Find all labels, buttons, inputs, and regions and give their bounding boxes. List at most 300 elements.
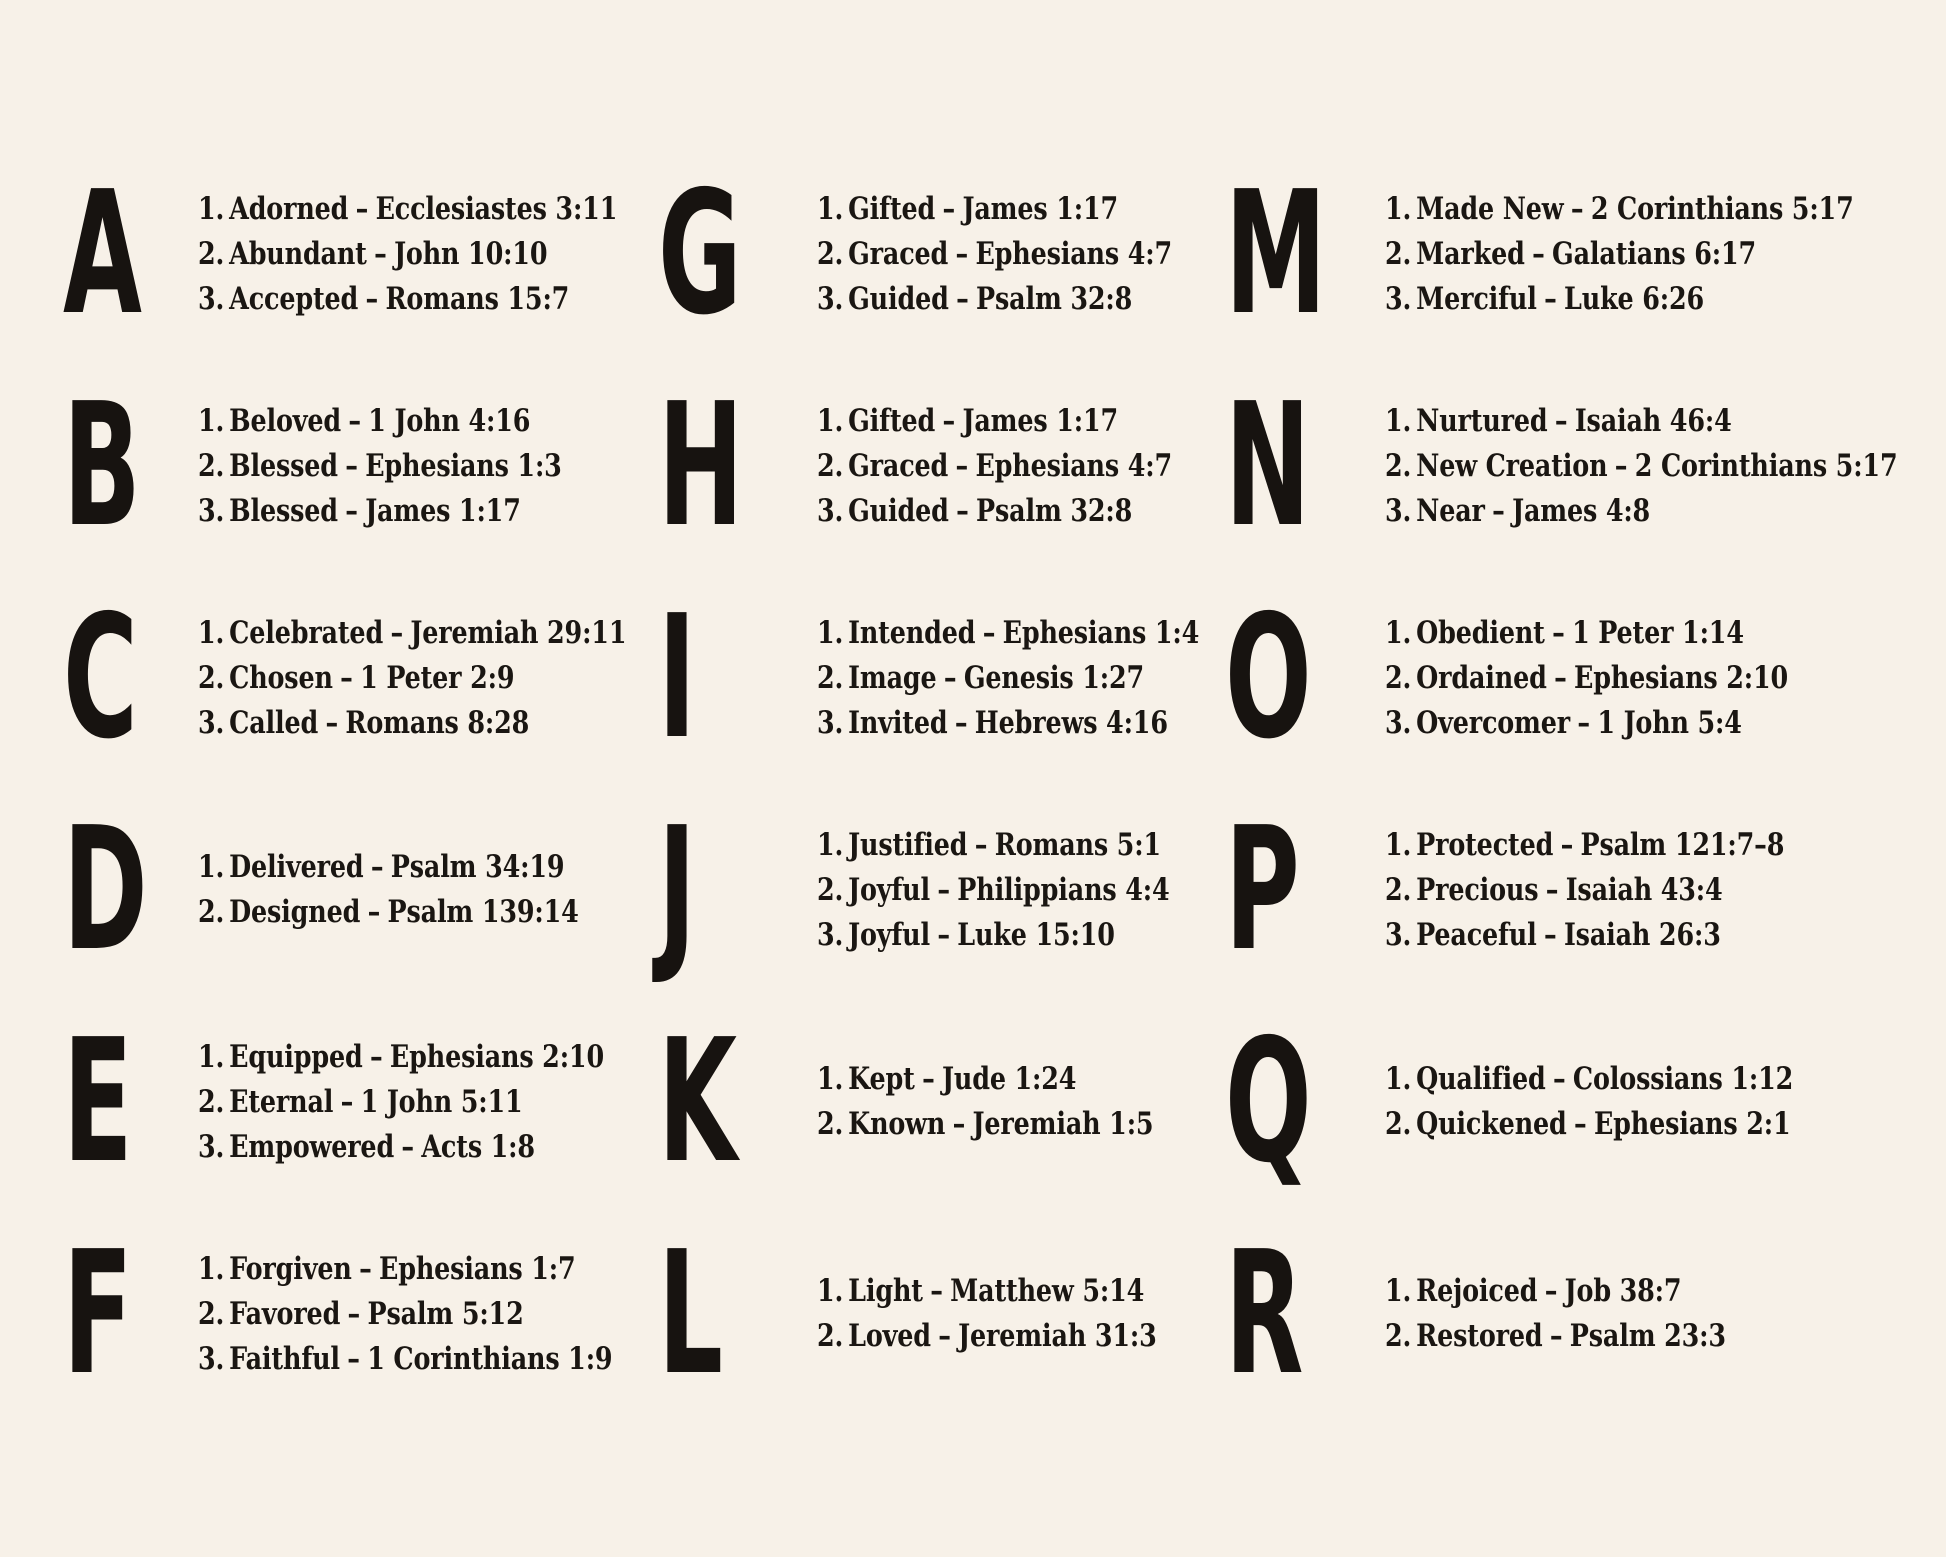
- section-o: [1215, 572, 1931, 784]
- list-item: [817, 187, 1143, 232]
- item-dash: –: [1570, 190, 1584, 227]
- list-item: [198, 1247, 576, 1292]
- item-dash: –: [1544, 280, 1557, 317]
- list-item: [198, 701, 560, 746]
- item-dash: –: [369, 1038, 383, 1075]
- item-number: 2.: [1385, 235, 1412, 272]
- item-word: Abundant: [229, 235, 367, 272]
- item-dash: –: [345, 492, 358, 529]
- item-word: Favored: [229, 1295, 341, 1332]
- item-word: New Creation: [1416, 447, 1608, 484]
- item-word: Marked: [1416, 235, 1525, 272]
- item-number: 1.: [1385, 1273, 1412, 1309]
- item-reference: Colossians 1:12: [1572, 1061, 1794, 1097]
- section-letter: M: [1225, 155, 1327, 353]
- list-item: [817, 701, 1168, 746]
- item-dash: –: [942, 402, 956, 439]
- list-item: [817, 913, 1143, 958]
- section-letter: H: [658, 367, 744, 565]
- item-word: Blessed: [229, 492, 338, 529]
- item-word: Justified: [848, 826, 968, 863]
- section-letter: A: [63, 155, 142, 353]
- letter-box: [640, 1215, 817, 1413]
- item-reference: Romans 15:7: [385, 280, 570, 317]
- item-number: 1.: [817, 402, 844, 439]
- list-item: [1385, 1102, 1793, 1147]
- letter-box: [640, 367, 817, 565]
- item-dash: –: [401, 1128, 414, 1165]
- item-word: Adorned: [229, 190, 349, 227]
- item-number: 1.: [817, 1273, 844, 1309]
- item-number: 3.: [198, 1128, 225, 1165]
- item-dash: –: [937, 916, 950, 953]
- item-number: 1.: [198, 402, 225, 439]
- item-reference: Jeremiah 31:3: [958, 1318, 1157, 1354]
- item-word: Beloved: [229, 402, 341, 439]
- item-word: Called: [229, 704, 319, 741]
- list-item: [817, 399, 1143, 444]
- item-reference: Psalm 121:7–8: [1580, 826, 1785, 863]
- item-word: Equipped: [229, 1038, 363, 1075]
- section-items: [1385, 823, 1784, 958]
- item-reference: James 1:17: [365, 492, 521, 529]
- item-number: 3.: [817, 916, 844, 953]
- section-letter: R: [1225, 1215, 1304, 1413]
- item-dash: –: [1552, 1061, 1566, 1097]
- item-word: Near: [1416, 492, 1485, 529]
- section-items: [817, 823, 1170, 958]
- item-number: 1.: [817, 826, 844, 863]
- item-dash: –: [974, 826, 988, 863]
- list-item: [1385, 913, 1784, 958]
- list-item: [817, 277, 1143, 322]
- item-reference: Jude 1:24: [942, 1061, 1077, 1097]
- item-word: Restored: [1416, 1318, 1543, 1354]
- item-reference: Ephesians 1:3: [365, 447, 562, 484]
- item-dash: –: [340, 659, 353, 696]
- item-dash: –: [982, 614, 996, 651]
- section-items: [1385, 611, 1788, 746]
- item-dash: –: [347, 1295, 361, 1332]
- section-d: [55, 784, 640, 996]
- item-number: 1.: [1385, 826, 1412, 863]
- section-items: [198, 845, 579, 935]
- item-number: 3.: [1385, 916, 1412, 953]
- item-dash: –: [1554, 402, 1568, 439]
- item-word: Rejoiced: [1416, 1273, 1538, 1309]
- item-number: 1.: [817, 614, 844, 651]
- item-reference: Luke 6:26: [1564, 280, 1705, 317]
- list-item: [1385, 823, 1784, 868]
- letter-box: [640, 1003, 817, 1201]
- list-item: [1385, 232, 1833, 277]
- item-reference: Ephesians 1:7: [379, 1250, 576, 1287]
- item-word: Protected: [1416, 826, 1554, 863]
- item-reference: Isaiah 43:4: [1565, 871, 1723, 908]
- section-items: [817, 1269, 1157, 1359]
- item-number: 1.: [198, 1250, 225, 1287]
- item-dash: –: [367, 894, 381, 930]
- section-items: [198, 187, 618, 322]
- item-word: Gifted: [848, 190, 936, 227]
- list-item: [817, 1314, 1157, 1359]
- item-dash: –: [370, 849, 384, 885]
- item-dash: –: [922, 1061, 935, 1097]
- letter-box: [1215, 1003, 1385, 1201]
- list-item: [1385, 611, 1788, 656]
- list-item: [1385, 444, 1898, 489]
- item-dash: –: [955, 235, 969, 272]
- item-number: 1.: [1385, 614, 1412, 651]
- letter-box: [640, 579, 817, 777]
- list-item: [198, 277, 570, 322]
- section-m: [1215, 148, 1931, 360]
- section-letter: E: [63, 1003, 133, 1201]
- item-word: Ordained: [1416, 659, 1547, 696]
- letter-box: [55, 791, 198, 989]
- item-reference: Job 38:7: [1564, 1273, 1682, 1309]
- section-letter: C: [63, 579, 138, 777]
- item-reference: Ecclesiastes 3:11: [375, 190, 618, 227]
- section-letter: O: [1225, 579, 1312, 777]
- section-letter: J: [658, 791, 696, 989]
- list-item: [198, 444, 560, 489]
- item-word: Gifted: [848, 402, 936, 439]
- section-n: [1215, 360, 1931, 572]
- item-reference: Ephesians 2:10: [389, 1038, 604, 1075]
- item-reference: Matthew 5:14: [950, 1273, 1145, 1309]
- item-word: Empowered: [229, 1128, 395, 1165]
- letter-box: [55, 1215, 198, 1413]
- section-k: [640, 996, 1215, 1208]
- item-reference: 1 Peter 1:14: [1572, 614, 1744, 651]
- item-reference: James 4:8: [1512, 492, 1651, 529]
- section-e: [55, 996, 640, 1208]
- section-l: [640, 1208, 1215, 1420]
- item-number: 3.: [198, 704, 225, 741]
- item-number: 2.: [817, 447, 844, 484]
- list-item: [1385, 1269, 1726, 1314]
- item-word: Invited: [848, 704, 948, 741]
- item-reference: James 1:17: [962, 190, 1119, 227]
- section-r: [1215, 1208, 1931, 1420]
- item-reference: 2 Corinthians 5:17: [1590, 190, 1854, 227]
- item-dash: –: [954, 704, 968, 741]
- item-number: 2.: [1385, 1106, 1412, 1142]
- list-item: [817, 1269, 1143, 1314]
- item-number: 1.: [1385, 1061, 1412, 1097]
- list-item: [1385, 489, 1833, 534]
- item-word: Peaceful: [1416, 916, 1537, 953]
- item-word: Chosen: [229, 659, 333, 696]
- item-number: 3.: [1385, 704, 1412, 741]
- list-item: [817, 232, 1172, 277]
- item-number: 3.: [198, 1340, 225, 1377]
- letter-box: [1215, 155, 1385, 353]
- list-item: [198, 1292, 560, 1337]
- item-word: Joyful: [848, 916, 930, 953]
- item-reference: 1 Corinthians 1:9: [367, 1340, 613, 1377]
- item-number: 2.: [817, 1106, 844, 1142]
- item-reference: Philippians 4:4: [957, 871, 1170, 908]
- item-word: Obedient: [1416, 614, 1545, 651]
- item-number: 1.: [198, 190, 225, 227]
- letter-box: [640, 155, 817, 353]
- item-number: 2.: [817, 235, 844, 272]
- item-word: Precious: [1416, 871, 1539, 908]
- item-reference: Jeremiah 1:5: [972, 1106, 1154, 1142]
- item-word: Celebrated: [229, 614, 384, 651]
- item-reference: 1 John 5:11: [360, 1083, 523, 1120]
- item-reference: Psalm 32:8: [976, 280, 1133, 317]
- item-word: Faithful: [229, 1340, 340, 1377]
- item-number: 1.: [1385, 190, 1412, 227]
- letter-box: [55, 155, 198, 353]
- item-word: Nurtured: [1416, 402, 1548, 439]
- item-dash: –: [355, 190, 369, 227]
- item-dash: –: [1532, 235, 1545, 272]
- item-word: Overcomer: [1416, 704, 1571, 741]
- list-item: [198, 1337, 613, 1382]
- item-dash: –: [956, 492, 969, 529]
- item-number: 3.: [817, 704, 844, 741]
- list-item: [1385, 399, 1833, 444]
- section-items: [817, 187, 1172, 322]
- item-word: Kept: [848, 1061, 915, 1097]
- item-reference: John 10:10: [394, 235, 548, 272]
- item-dash: –: [345, 447, 358, 484]
- item-reference: James 1:17: [962, 402, 1119, 439]
- item-reference: Acts 1:8: [421, 1128, 535, 1165]
- item-dash: –: [956, 280, 969, 317]
- list-item: [198, 611, 627, 656]
- item-reference: Galatians 6:17: [1552, 235, 1757, 272]
- item-number: 1.: [198, 614, 225, 651]
- item-dash: –: [1574, 1106, 1587, 1142]
- item-dash: –: [390, 614, 403, 651]
- section-p: [1215, 784, 1931, 996]
- item-number: 3.: [1385, 492, 1412, 529]
- section-letter: K: [658, 1003, 738, 1201]
- item-dash: –: [1544, 1273, 1558, 1309]
- item-dash: –: [1544, 916, 1557, 953]
- item-number: 2.: [1385, 659, 1412, 696]
- section-items: [1385, 1269, 1726, 1359]
- item-reference: Ephesians 4:7: [975, 235, 1172, 272]
- list-item: [1385, 187, 1854, 232]
- item-reference: Isaiah 26:3: [1563, 916, 1721, 953]
- item-dash: –: [1492, 492, 1505, 529]
- item-word: Guided: [848, 280, 949, 317]
- list-item: [198, 232, 560, 277]
- section-letter: G: [658, 155, 742, 353]
- item-reference: Ephesians 2:10: [1574, 659, 1789, 696]
- item-number: 3.: [1385, 280, 1412, 317]
- item-dash: –: [1560, 826, 1574, 863]
- list-item: [198, 187, 618, 232]
- section-items: [817, 399, 1172, 534]
- section-g: [640, 148, 1215, 360]
- item-reference: Genesis 1:27: [963, 659, 1144, 696]
- item-reference: Romans 5:1: [994, 826, 1161, 863]
- item-dash: –: [937, 871, 950, 908]
- item-dash: –: [952, 1106, 966, 1142]
- item-number: 1.: [198, 1038, 225, 1075]
- item-reference: Ephesians 1:4: [1002, 614, 1200, 651]
- item-word: Loved: [848, 1318, 931, 1354]
- item-reference: Ephesians 4:7: [975, 447, 1172, 484]
- section-items: [198, 399, 560, 534]
- item-reference: Isaiah 46:4: [1574, 402, 1732, 439]
- item-word: Eternal: [229, 1083, 334, 1120]
- item-dash: –: [340, 1083, 354, 1120]
- item-word: Joyful: [848, 871, 930, 908]
- item-number: 1.: [1385, 402, 1412, 439]
- item-word: Delivered: [229, 849, 364, 885]
- list-item: [198, 1035, 604, 1080]
- item-reference: 1 Peter 2:9: [360, 659, 515, 696]
- list-item: [198, 399, 560, 444]
- item-number: 2.: [198, 235, 225, 272]
- list-item: [1385, 277, 1833, 322]
- item-dash: –: [1577, 704, 1590, 741]
- list-item: [198, 890, 579, 935]
- item-number: 3.: [817, 492, 844, 529]
- item-dash: –: [930, 1273, 943, 1309]
- list-item: [1385, 868, 1784, 913]
- item-number: 1.: [198, 849, 225, 885]
- list-item: [817, 823, 1161, 868]
- item-word: Guided: [848, 492, 949, 529]
- list-item: [1385, 701, 1788, 746]
- item-number: 3.: [198, 280, 225, 317]
- item-dash: –: [1549, 1318, 1563, 1354]
- item-word: Accepted: [229, 280, 359, 317]
- item-number: 2.: [1385, 1318, 1412, 1354]
- section-items: [1385, 187, 1854, 322]
- section-q: [1215, 996, 1931, 1208]
- item-word: Image: [848, 659, 937, 696]
- letter-box: [55, 367, 198, 565]
- section-letter: B: [63, 367, 141, 565]
- section-items: [198, 1247, 613, 1382]
- list-item: [817, 656, 1143, 701]
- item-number: 1.: [817, 190, 844, 227]
- item-reference: 2 Corinthians 5:17: [1634, 447, 1898, 484]
- item-dash: –: [365, 280, 379, 317]
- item-reference: Psalm 23:3: [1569, 1318, 1726, 1354]
- item-reference: Psalm 5:12: [367, 1295, 524, 1332]
- section-letter: D: [63, 791, 148, 989]
- section-letter: Q: [1225, 1003, 1312, 1201]
- list-item: [817, 611, 1200, 656]
- section-a: [55, 148, 640, 360]
- item-word: Qualified: [1416, 1061, 1546, 1097]
- section-letter: F: [63, 1215, 133, 1413]
- item-reference: Psalm 34:19: [390, 849, 565, 885]
- list-item: [198, 489, 560, 534]
- item-number: 3.: [817, 280, 844, 317]
- section-items: [817, 611, 1200, 746]
- list-item: [1385, 1314, 1726, 1359]
- item-number: 2.: [1385, 447, 1412, 484]
- list-item: [1385, 1057, 1793, 1102]
- letter-box: [1215, 791, 1385, 989]
- item-number: 2.: [817, 1318, 844, 1354]
- section-b: [55, 360, 640, 572]
- item-dash: –: [347, 1340, 360, 1377]
- list-item: [817, 1057, 1143, 1102]
- list-item: [198, 845, 565, 890]
- item-reference: Psalm 139:14: [387, 894, 579, 930]
- item-word: Quickened: [1416, 1106, 1567, 1142]
- item-word: Light: [848, 1273, 923, 1309]
- section-c: [55, 572, 640, 784]
- item-dash: –: [1554, 659, 1567, 696]
- item-number: 2.: [198, 659, 225, 696]
- item-word: Graced: [848, 235, 949, 272]
- item-dash: –: [374, 235, 387, 272]
- item-dash: –: [359, 1250, 372, 1287]
- item-reference: Hebrews 4:16: [974, 704, 1168, 741]
- list-item: [1385, 656, 1788, 701]
- item-word: Blessed: [229, 447, 338, 484]
- item-dash: –: [348, 402, 361, 439]
- item-dash: –: [943, 659, 957, 696]
- item-dash: –: [1545, 871, 1559, 908]
- item-dash: –: [1614, 447, 1628, 484]
- list-item: [198, 656, 560, 701]
- item-number: 2.: [198, 447, 225, 484]
- section-letter: I: [658, 579, 696, 777]
- list-item: [817, 489, 1143, 534]
- item-word: Merciful: [1416, 280, 1537, 317]
- letter-box: [640, 791, 817, 989]
- item-reference: Ephesians 2:1: [1593, 1106, 1791, 1142]
- item-reference: Romans 8:28: [345, 704, 530, 741]
- item-word: Known: [848, 1106, 946, 1142]
- letter-box: [55, 579, 198, 777]
- list-item: [817, 444, 1172, 489]
- item-dash: –: [942, 190, 956, 227]
- list-item: [817, 868, 1170, 913]
- item-dash: –: [955, 447, 969, 484]
- item-word: Designed: [229, 894, 361, 930]
- item-reference: Jeremiah 29:11: [410, 614, 627, 651]
- list-item: [817, 1102, 1154, 1147]
- item-reference: Psalm 32:8: [976, 492, 1133, 529]
- item-number: 2.: [198, 1295, 225, 1332]
- section-j: [640, 784, 1215, 996]
- item-number: 2.: [1385, 871, 1412, 908]
- item-word: Intended: [848, 614, 976, 651]
- item-reference: 1 John 5:4: [1597, 704, 1742, 741]
- section-items: [1385, 1057, 1793, 1147]
- letter-box: [1215, 579, 1385, 777]
- section-letter: L: [658, 1215, 723, 1413]
- section-items: [198, 1035, 604, 1170]
- section-f: [55, 1208, 640, 1420]
- section-letter: P: [1225, 791, 1300, 989]
- section-i: [640, 572, 1215, 784]
- section-h: [640, 360, 1215, 572]
- item-word: Made New: [1416, 190, 1564, 227]
- list-item: [198, 1125, 560, 1170]
- item-number: 2.: [198, 894, 225, 930]
- item-reference: 1 John 4:16: [368, 402, 531, 439]
- letter-box: [55, 1003, 198, 1201]
- list-item: [198, 1080, 560, 1125]
